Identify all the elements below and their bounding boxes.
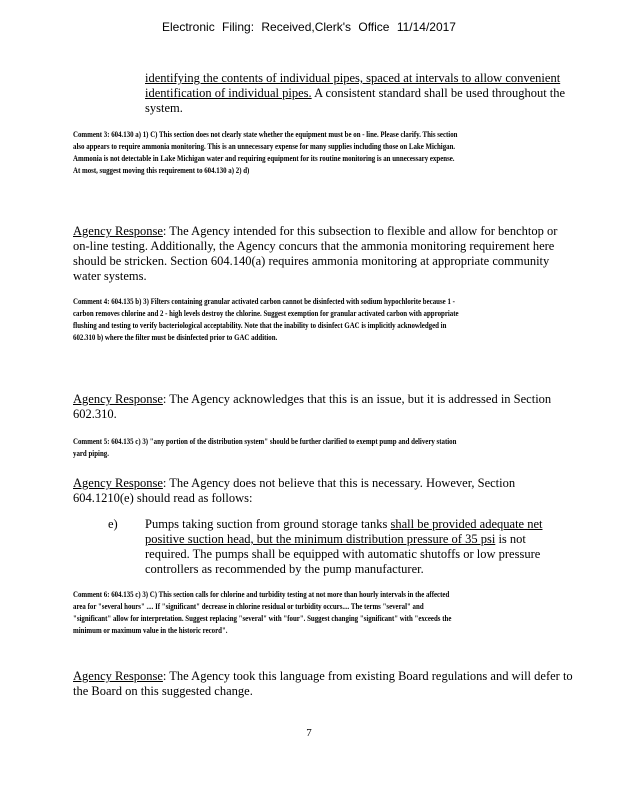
underlined-insertion: identifying the contents of individual pipes, spaced at intervals to allow convenient identification of individual pipes. <box>145 71 561 100</box>
item-e-paragraph <box>145 517 570 577</box>
comment-6: Comment 6: 604.135 c) 3) C) This section calls for chlorine and turbidity testing at not more than hourly intervals in the affected area for "several hours" .... If "significant" decrease in chlorine residual or turbidity occurs.... The terms "several" and "significant" allow for interpretation. Suggest replacing "several" with "four". Suggest changing "significant" with "exceeds the minimum or maximum value in the historic record". <box>73 590 452 635</box>
response-4-text: : The Agency acknowledges that this is an issue, but it is addressed in Section 602.310. <box>73 392 552 421</box>
item-e-plain: Pumps taking suction from ground storage tanks <box>145 517 391 531</box>
agency-response-label: Agency Response <box>73 224 163 238</box>
item-e-rest: is not required. The pumps shall be equipped with automatic shutoffs or low pressure controllers as recommended by the pump manufacturer. <box>145 532 541 576</box>
comment-3: Comment 3: 604.130 a) 1) C) This section does not clearly state whether the equipment must be on - line. Please clarify. This section also appears to require ammonia monitoring. This is an unnecessary expense for many supplies including those on Lake Michigan. Ammonia is not detectable in Lake Michigan water and requiring equipment for its routine monitoring is an unnecessary expense. At most, suggest moving this requirement to 604.130 a) 2) d) <box>73 130 458 175</box>
item-e-marker: e) <box>108 517 118 531</box>
agency-response-label: Agency Response <box>73 669 163 683</box>
response-5-text: : The Agency does not believe that this is necessary. However, Section 604.1210(e) should read as follows: <box>73 476 516 505</box>
item-e-underlined: shall be provided adequate net positive suction head, but the minimum distribution pressure of 35 psi <box>145 517 543 546</box>
agency-response-label: Agency Response <box>73 476 163 490</box>
response-3 <box>73 224 573 284</box>
comment-5: Comment 5: 604.135 c) 3) "any portion of the distribution system" should be further clarified to exempt pump and delivery station yard piping. <box>73 437 457 458</box>
response-3-text: : The Agency intended for this subsection to flexible and allow for benchtop or on-line testing. Additionally, the Agency concurs that the ammonia monitoring requirement here should be stricken. Section 604.140(a) requires ammonia monitoring at appropriate community water systems. <box>73 224 558 283</box>
response-5 <box>73 476 573 506</box>
intro-paragraph <box>145 71 570 116</box>
response-4 <box>73 392 573 422</box>
response-6-text: : The Agency took this language from existing Board regulations and will defer to the Board on this suggested change. <box>73 669 573 698</box>
intro-rest: A consistent standard shall be used throughout the system. <box>145 86 566 115</box>
comment-4: Comment 4: 604.135 b) 3) Filters containing granular activated carbon cannot be disinfected with sodium hypochlorite because 1 - carbon removes chlorine and 2 - high levels destroy the chlorine. Suggest exemption for granular activated carbon with appropriate flushing and testing to verify bacteriological acceptability. Note that the inability to disinfect GAC is implicitly acknowledged in 602.310 b) where the filter must be disinfected prior to GAC addition. <box>73 297 459 342</box>
response-6 <box>73 669 573 699</box>
agency-response-label: Agency Response <box>73 392 163 406</box>
electronic-filing-header: Electronic Filing: Received,Clerk's Office 11/14/2017 <box>162 20 456 34</box>
page-number: 7 <box>306 727 312 739</box>
